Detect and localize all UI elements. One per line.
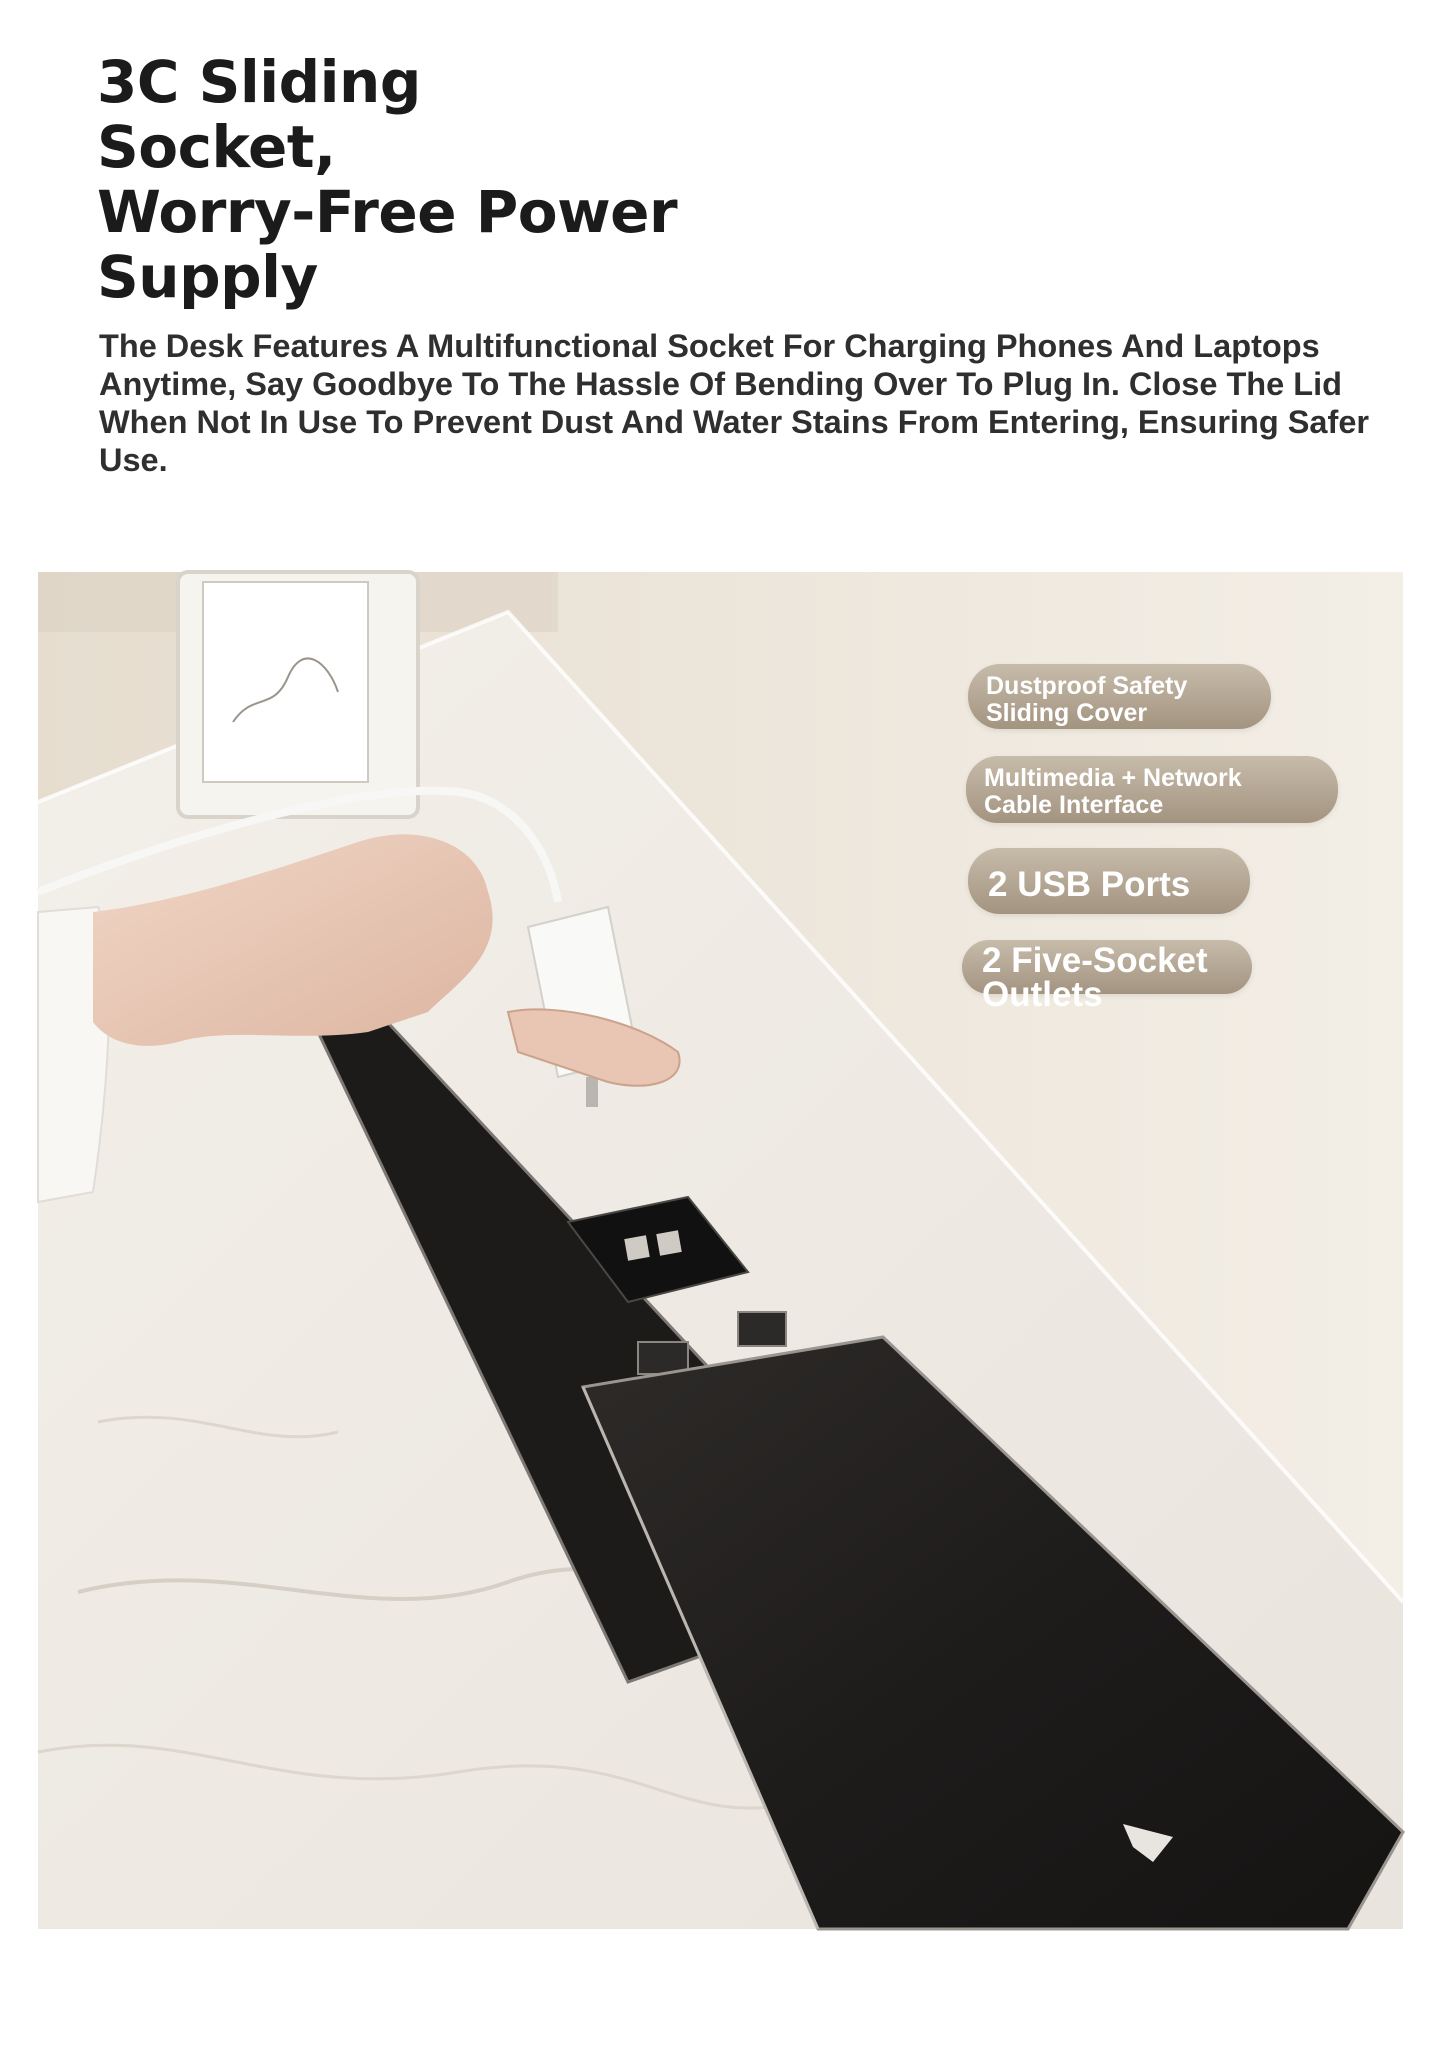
callout-line: Dustproof Safety: [986, 672, 1188, 700]
page-title-line: Worry-Free Power: [97, 178, 678, 246]
callout-line: Multimedia + Network: [984, 764, 1242, 792]
product-photo: [38, 572, 1403, 1929]
callout-line: Cable Interface: [984, 791, 1164, 819]
callout-multimedia-network: [966, 756, 1338, 823]
page-title: [97, 48, 678, 311]
callout-usb-ports: [968, 848, 1250, 914]
callout-line: 2 USB Ports: [988, 865, 1191, 904]
page-title-line: Socket,: [97, 113, 336, 181]
hdmi-port: [638, 1342, 688, 1374]
product-description: The Desk Features A Multifunctional Socket For Charging Phones And Laptops Anytime, Say Goodbye To The Hassle Of Bending Over To Plug In. Close The Lid When Not In Use To Prevent Dust And Water Stains From Entering, Ensuring Safer Use.: [99, 328, 1370, 478]
callout-line: 2 Five-Socket: [982, 941, 1208, 980]
callout-sliding-cover: [968, 664, 1271, 729]
callout-five-socket-outlets: [962, 940, 1252, 1014]
callout-line: Outlets: [982, 975, 1103, 1014]
network-port: [738, 1312, 786, 1346]
callout-line: Sliding Cover: [986, 699, 1148, 727]
page-title-line: Supply: [97, 243, 318, 311]
page-title-line: 3C Sliding: [97, 48, 421, 116]
